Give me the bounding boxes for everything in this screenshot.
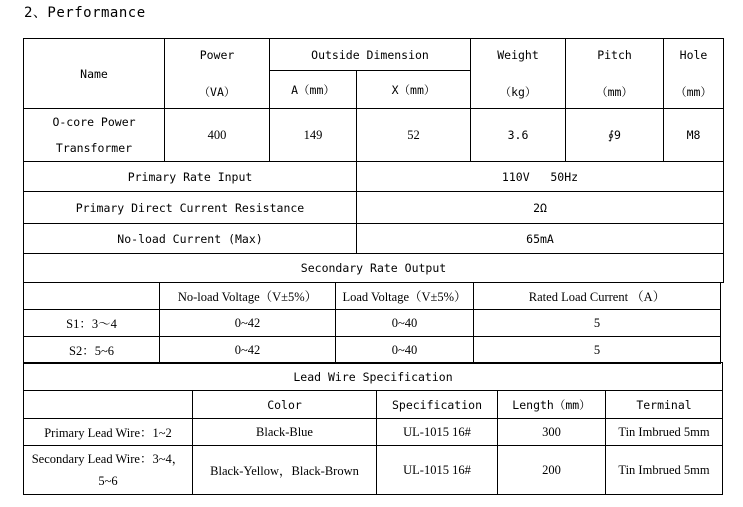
header-no-load-voltage: No-load Voltage（V±5%） [160, 283, 336, 310]
rated-load-current-value: 5 [474, 337, 721, 364]
header-name: Name [24, 39, 165, 109]
load-voltage-value: 0~40 [336, 337, 474, 364]
secondary-output-table [23, 282, 721, 364]
secondary-rate-output-label: Secondary Rate Output [24, 254, 724, 283]
header-rated-load-current: Rated Load Current （A） [474, 283, 721, 310]
performance-table [23, 38, 724, 283]
load-voltage-value: 0~40 [336, 310, 474, 337]
header-outside-dimension: Outside Dimension [270, 39, 471, 71]
header-hole [664, 39, 724, 109]
power-value: 400 [165, 109, 270, 162]
a-value: 149 [270, 109, 357, 162]
header-weight-unit: （kg） [499, 84, 537, 99]
lead-wire-spec: UL-1015 16# [377, 419, 498, 446]
secondary-header-blank [24, 283, 160, 310]
lead-header-blank [24, 391, 193, 419]
header-x: X（mm） [357, 71, 471, 109]
header-a: A（mm） [270, 71, 357, 109]
lead-wire-length: 300 [498, 419, 606, 446]
lead-wire-table [23, 362, 723, 495]
header-terminal: Terminal [606, 391, 723, 419]
table-row [24, 446, 723, 495]
rated-load-current-value: 5 [474, 310, 721, 337]
primary-dc-resistance-label: Primary Direct Current Resistance [24, 192, 357, 224]
header-pitch-unit: （mm） [596, 84, 633, 99]
product-name: O-core Power Transformer [24, 109, 165, 162]
lead-wire-label: Primary Lead Wire：1~2 [24, 419, 193, 446]
table-row [24, 337, 721, 364]
no-load-voltage-value: 0~42 [160, 337, 336, 364]
header-power-label: Power [199, 47, 235, 62]
header-length: Length（mm） [498, 391, 606, 419]
lead-wire-color: Black-Blue [193, 419, 377, 446]
weight-value: 3.6 [471, 109, 566, 162]
no-load-voltage-value: 0~42 [160, 310, 336, 337]
secondary-row-label: S1：3～4 [24, 310, 160, 337]
header-weight [471, 39, 566, 109]
pitch-value: ∮9 [566, 109, 664, 162]
hole-value: M8 [664, 109, 724, 162]
section-heading: 2、Performance [24, 5, 146, 21]
header-pitch-label: Pitch [597, 47, 632, 62]
header-pitch [566, 39, 664, 109]
no-load-current-label: No-load Current (Max) [24, 224, 357, 254]
lead-wire-label: Secondary Lead Wire：3~4，5~6 [24, 446, 193, 495]
table-row [24, 419, 723, 446]
lead-wire-length: 200 [498, 446, 606, 495]
header-hole-unit: （mm） [675, 84, 712, 99]
table-row [24, 310, 721, 337]
header-hole-label: Hole [679, 47, 708, 62]
lead-wire-terminal: Tin Imbrued 5mm [606, 446, 723, 495]
secondary-row-label: S2：5~6 [24, 337, 160, 364]
header-load-voltage: Load Voltage（V±5%） [336, 283, 474, 310]
lead-wire-spec: UL-1015 16# [377, 446, 498, 495]
header-specification: Specification [377, 391, 498, 419]
header-color: Color [193, 391, 377, 419]
no-load-current-value: 65mA [357, 224, 724, 254]
primary-rate-input-value: 110V 50Hz [357, 162, 724, 192]
header-weight-label: Weight [497, 47, 539, 62]
lead-wire-color: Black-Yellow，Black-Brown [193, 446, 377, 495]
lead-wire-title: Lead Wire Specification [24, 363, 723, 391]
primary-dc-resistance-value: 2Ω [357, 192, 724, 224]
x-value: 52 [357, 109, 471, 162]
header-power-unit: （VA） [198, 84, 236, 99]
primary-rate-input-label: Primary Rate Input [24, 162, 357, 192]
lead-wire-terminal: Tin Imbrued 5mm [606, 419, 723, 446]
header-power [165, 39, 270, 109]
